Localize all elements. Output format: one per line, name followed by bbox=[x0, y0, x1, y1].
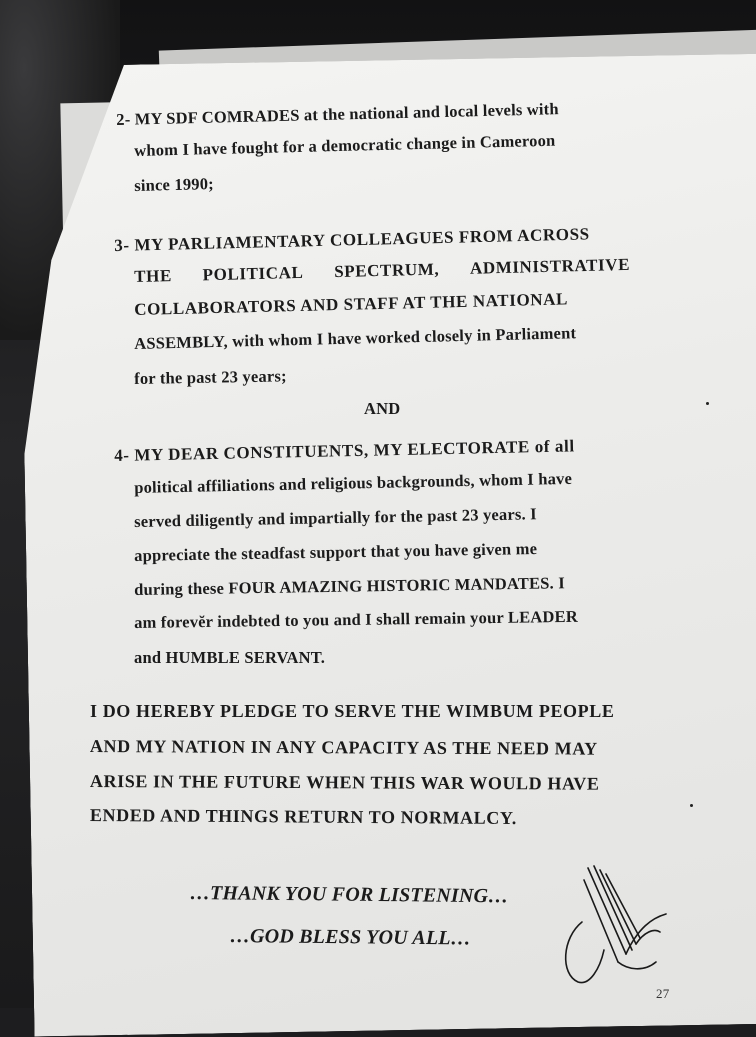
item3-line5: for the past 23 years; bbox=[134, 366, 287, 388]
item3-line1: 3- MY PARLIAMENTARY COLLEAGUES FROM ACROSS bbox=[114, 224, 590, 255]
and-separator: AND bbox=[364, 399, 401, 418]
item3-line2-word: SPECTRUM, bbox=[333, 259, 440, 282]
pledge-line4: ENDED AND THINGS RETURN TO NORMALCY. bbox=[89, 805, 518, 828]
item3-line2-word: THE bbox=[134, 266, 173, 286]
item3-line3: COLLABORATORS AND STAFF AT THE NATIONAL bbox=[134, 289, 569, 319]
pledge-line3: ARISE IN THE FUTURE WHEN THIS WAR WOULD HAVE bbox=[89, 771, 600, 794]
item3-line2-word: ADMINISTRATIVE bbox=[469, 254, 631, 278]
closing-thank-you: …THANK YOU FOR LISTENING… bbox=[189, 882, 509, 908]
item2-line2: whom I have fought for a democratic change in Cameroon bbox=[134, 130, 556, 160]
item4-line7: and HUMBLE SERVANT. bbox=[134, 648, 326, 667]
item2-line1: 2- MY SDF COMRADES at the national and local levels with bbox=[116, 99, 559, 129]
item3-line4: ASSEMBLY, with whom I have worked closely in Parliament bbox=[134, 323, 577, 353]
closing-blessing: …GOD BLESS YOU ALL… bbox=[229, 925, 472, 950]
item4-line5: during these FOUR AMAZING HISTORIC MANDATES. I bbox=[134, 573, 566, 599]
ink-speck bbox=[706, 402, 709, 405]
ink-speck bbox=[690, 804, 693, 807]
handwritten-signature bbox=[548, 858, 678, 988]
item3-line2-word: POLITICAL bbox=[202, 262, 304, 285]
item4-line2: political affiliations and religious backgrounds, whom I have bbox=[134, 468, 573, 497]
pledge-line2: AND MY NATION IN ANY CAPACITY AS THE NEED MAY bbox=[89, 736, 598, 759]
item4-line6: am forevĕr indebted to you and I shall remain your LEADER bbox=[134, 606, 579, 632]
item4-line4: appreciate the steadfast support that you have given me bbox=[134, 538, 538, 565]
item4-line3: served diligently and impartially for the past 23 years. I bbox=[134, 504, 537, 531]
item4-line1: 4- MY DEAR CONSTITUENTS, MY ELECTORATE of all bbox=[114, 436, 575, 465]
item2-line3: since 1990; bbox=[134, 174, 215, 195]
page-number: 27 bbox=[656, 986, 670, 1001]
pledge-line1: I DO HEREBY PLEDGE TO SERVE THE WIMBUM PEOPLE bbox=[90, 701, 615, 721]
